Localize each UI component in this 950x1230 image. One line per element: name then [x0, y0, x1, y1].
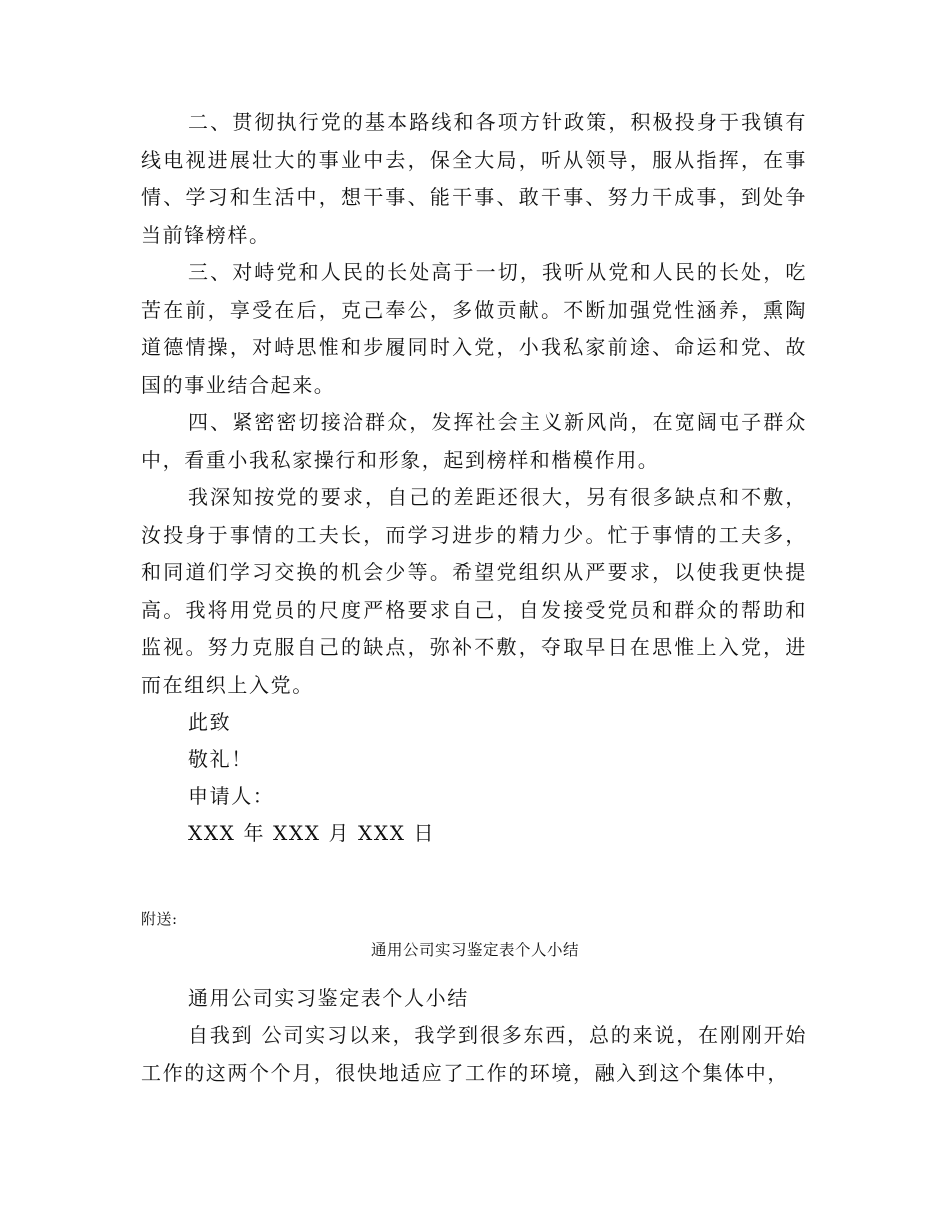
applicant-label: 申请人：	[188, 784, 275, 808]
paragraph-2: 二、贯彻执行党的基本路线和各项方针政策，积极投身于我镇有线电视进展壮大的事业中去，保全大局，听从领导，服从指挥，在事情、学习和生活中，想干事、能干事、敢干事、努力干成事，到处争当前锋榜样。	[141, 110, 807, 247]
closing: 此致	[188, 710, 232, 734]
attachment-heading: 通用公司实习鉴定表个人小结	[188, 986, 469, 1010]
attachment-label: 附送:	[141, 910, 178, 928]
salute: 敬礼！	[188, 747, 253, 771]
date-line: XXX 年 XXX 月 XXX 日	[188, 821, 436, 845]
paragraph-4: 四、紧密密切接洽群众，发挥社会主义新风尚，在宽阔屯子群众中，看重小我私家操行和形象，起到榜样和楷模作用。	[141, 410, 807, 472]
attachment-paragraph: 自我到 公司实习以来，我学到很多东西，总的来说，在刚刚开始工作的这两个个月，很快地适应了工作的环境，融入到这个集体中，	[141, 1023, 807, 1085]
letter-body	[141, 104, 807, 852]
attachment-title: 通用公司实习鉴定表个人小结	[370, 941, 579, 959]
paragraph-self-assessment: 我深知按党的要求，自己的差距还很大，另有很多缺点和不敷，汝投身于事情的工夫长，而学习进步的精力少。忙于事情的工夫多，和同道们学习交换的机会少等。希望党组织从严要求，以使我更快提高。我将用党员的尺度严格要求自己，自发接受党员和群众的帮助和监视。努力克服自己的缺点，弥补不敷，夺取早日在思惟上入党，进而在组织上入党。	[141, 485, 807, 697]
paragraph-3: 三、对峙党和人民的长处高于一切，我听从党和人民的长处，吃苦在前，享受在后，克己奉公，多做贡献。不断加强党性涵养，熏陶道德情操，对峙思惟和步履同时入党，小我私家前途、命运和党、故国的事业结合起来。	[141, 260, 807, 397]
attachment-body	[141, 980, 807, 1092]
